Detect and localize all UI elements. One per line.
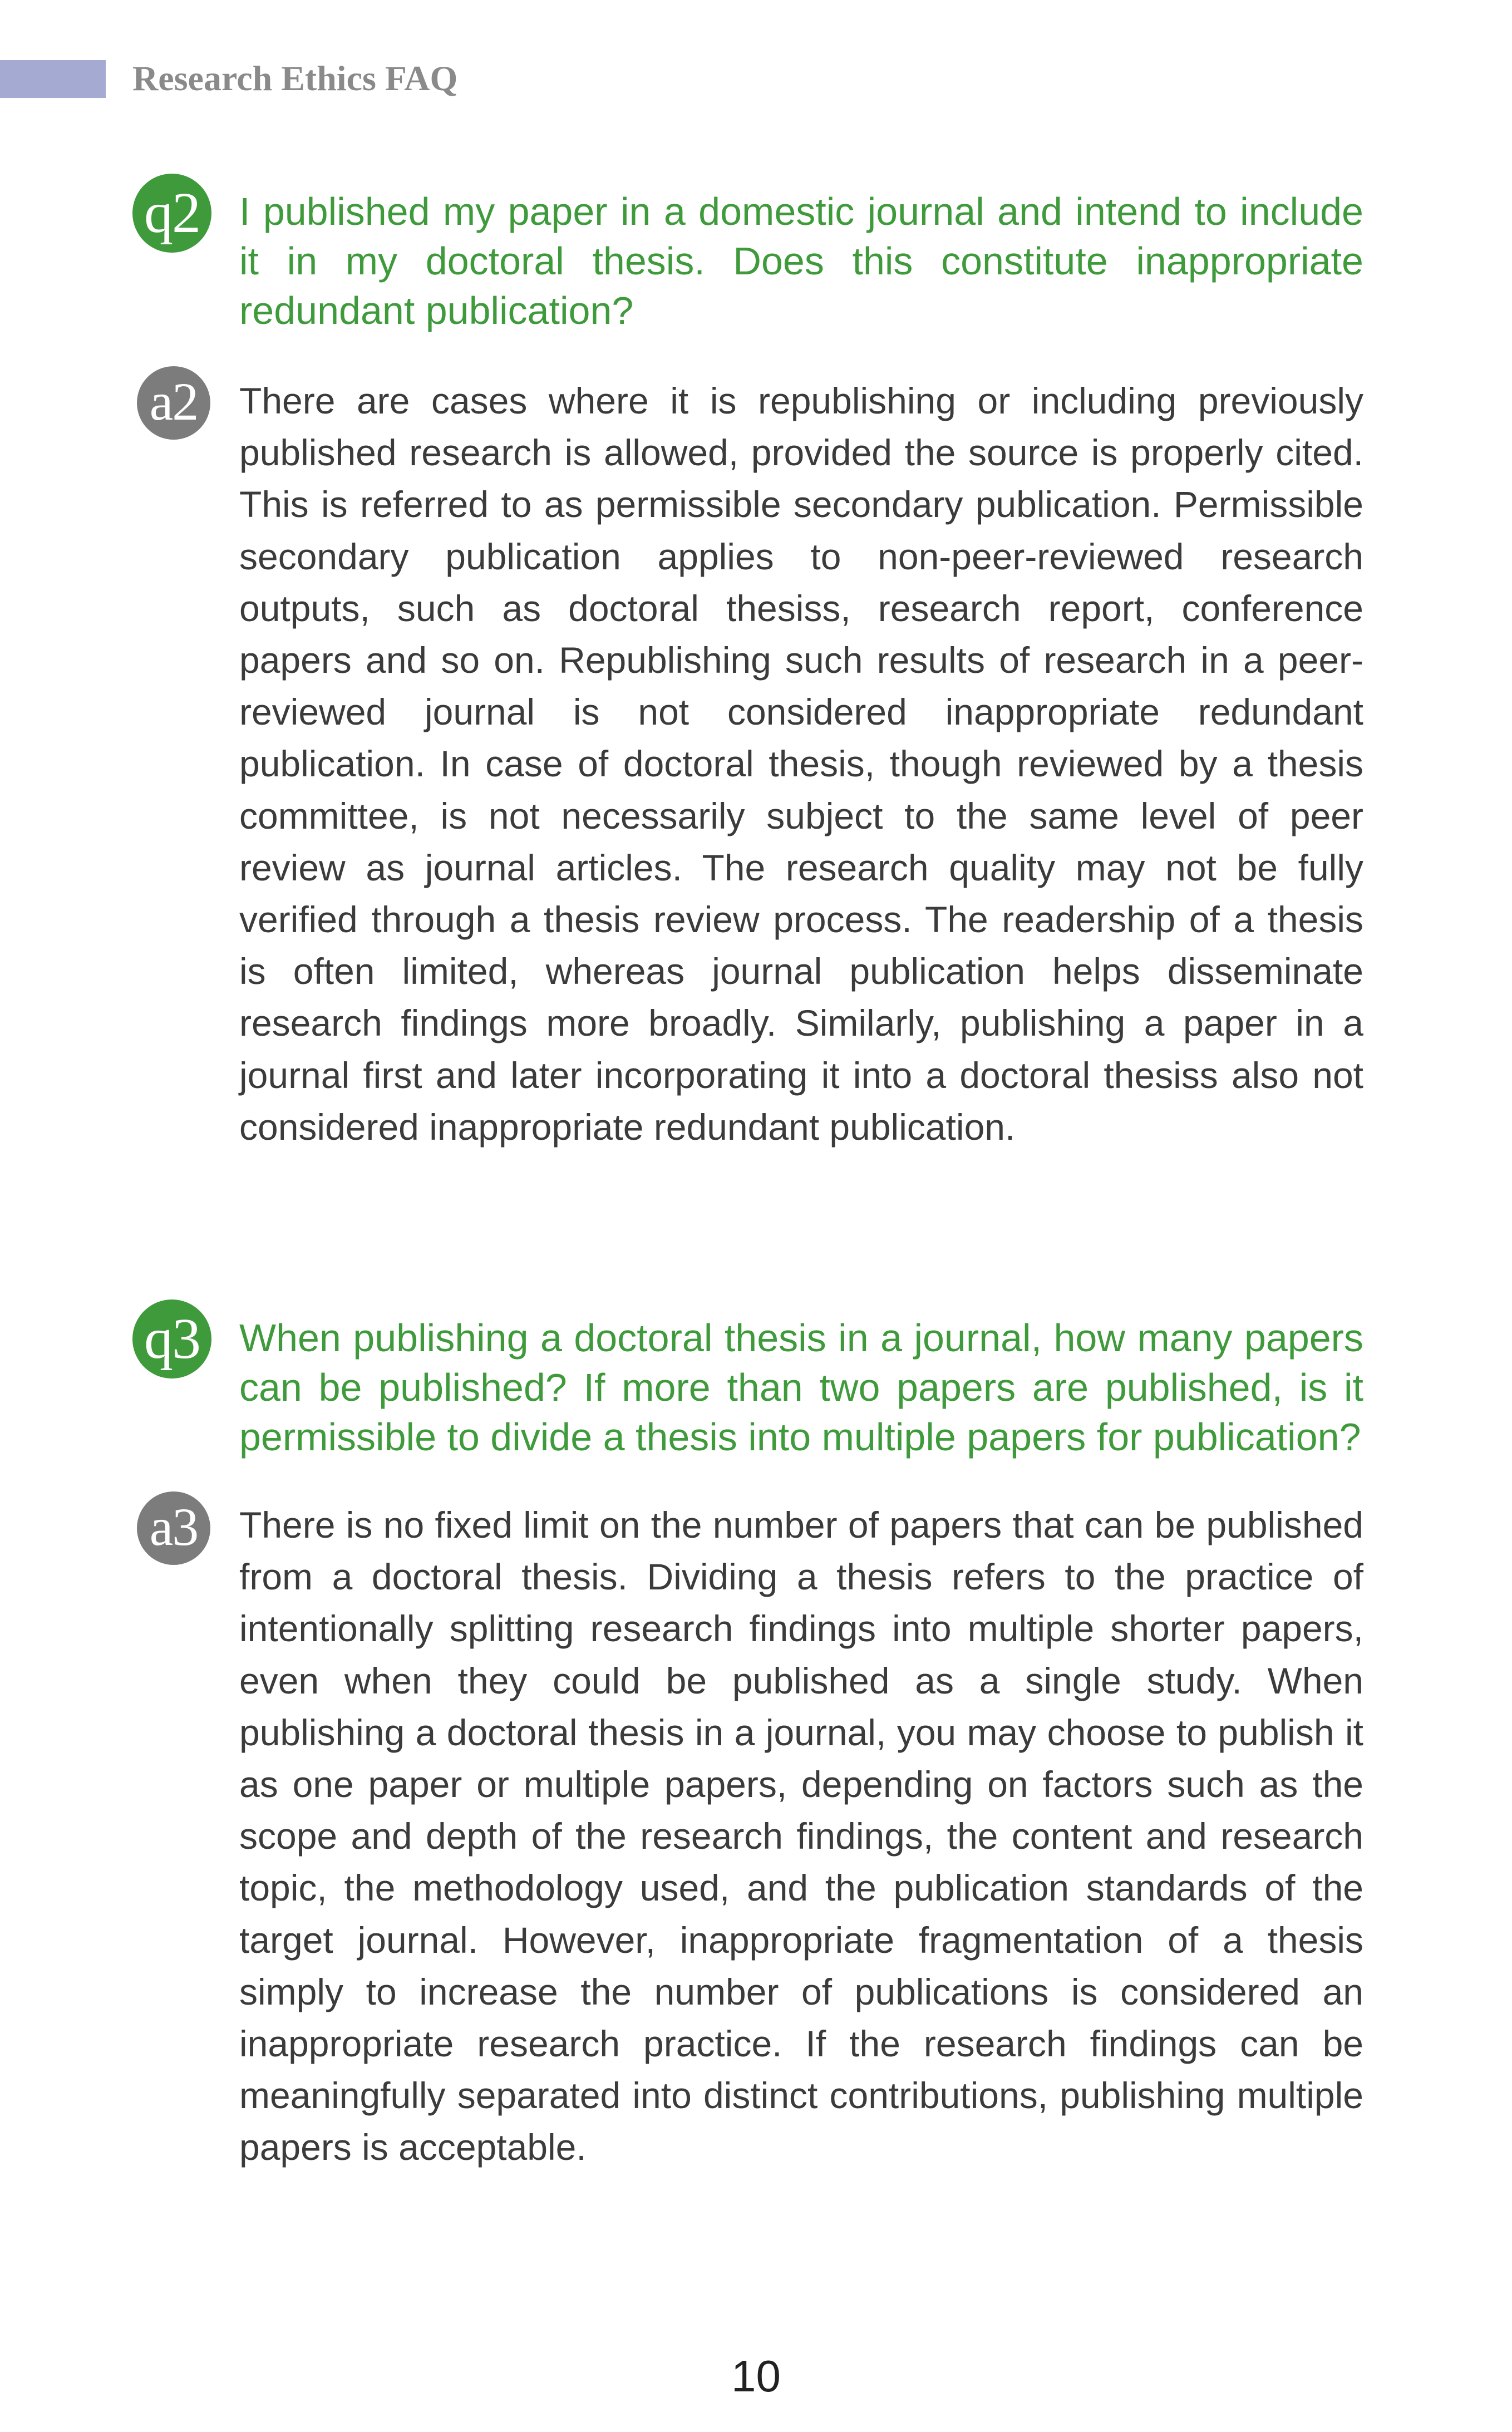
- header-bar: [0, 60, 106, 98]
- answer-badge-a3: a3: [137, 1491, 210, 1565]
- page-number: 10: [731, 2351, 781, 2401]
- question-q3: When publishing a doctoral thesis in a journal, how many papers can be published? If more than two papers are published, is it permissible to divide a thesis into multiple papers for publication?: [239, 1316, 1363, 1459]
- answer-a3: There is no fixed limit on the number of papers that can be published from a doctoral thesis. Dividing a thesis refers to the practice of intentionally splitting research findings into multiple shorter papers, even when they could be published as a single study. When publishing a doctoral thesis in a journal, you may choose to publish it as one paper or multiple papers, depending on factors such as the scope and depth of the research findings, the content and research topic, the methodology used, and the publication standards of the target journal. However, inappropriate fragmentation of a thesis simply to increase the number of publications is considered an inappropriate research practice. If the research findings can be meaningfully separated into distinct contributions, publishing multiple papers is acceptable.: [239, 1504, 1363, 2168]
- question-q2: I published my paper in a domestic journal and intend to include it in my doctoral thesis. Does this constitute inappropriate redundant publication?: [239, 190, 1363, 332]
- question-badge-q2: q2: [132, 174, 211, 253]
- answer-a2: There are cases where it is republishing or including previously published research is allowed, provided the source is properly cited. This is referred to as permissible secondary publication. Permissible secondary publication applies to non-peer-reviewed research outputs, such as doctoral thesiss, research report, conference papers and so on. Republishing such results of research in a peer-reviewed journal is not considered inappropriate redundant publication. In case of doctoral thesis, though reviewed by a thesis committee, is not necessarily subject to the same level of peer review as journal articles. The research quality may not be fully verified through a thesis review process. The readership of a thesis is often limited, whereas journal publication helps disseminate research findings more broadly. Similarly, publishing a paper in a journal first and later incorporating it into a doctoral thesiss also not considered inappropriate redundant publication.: [239, 380, 1363, 1148]
- header-title: Research Ethics FAQ: [132, 58, 458, 98]
- answer-badge-a2: a2: [137, 366, 210, 440]
- question-badge-q3: q3: [132, 1299, 211, 1379]
